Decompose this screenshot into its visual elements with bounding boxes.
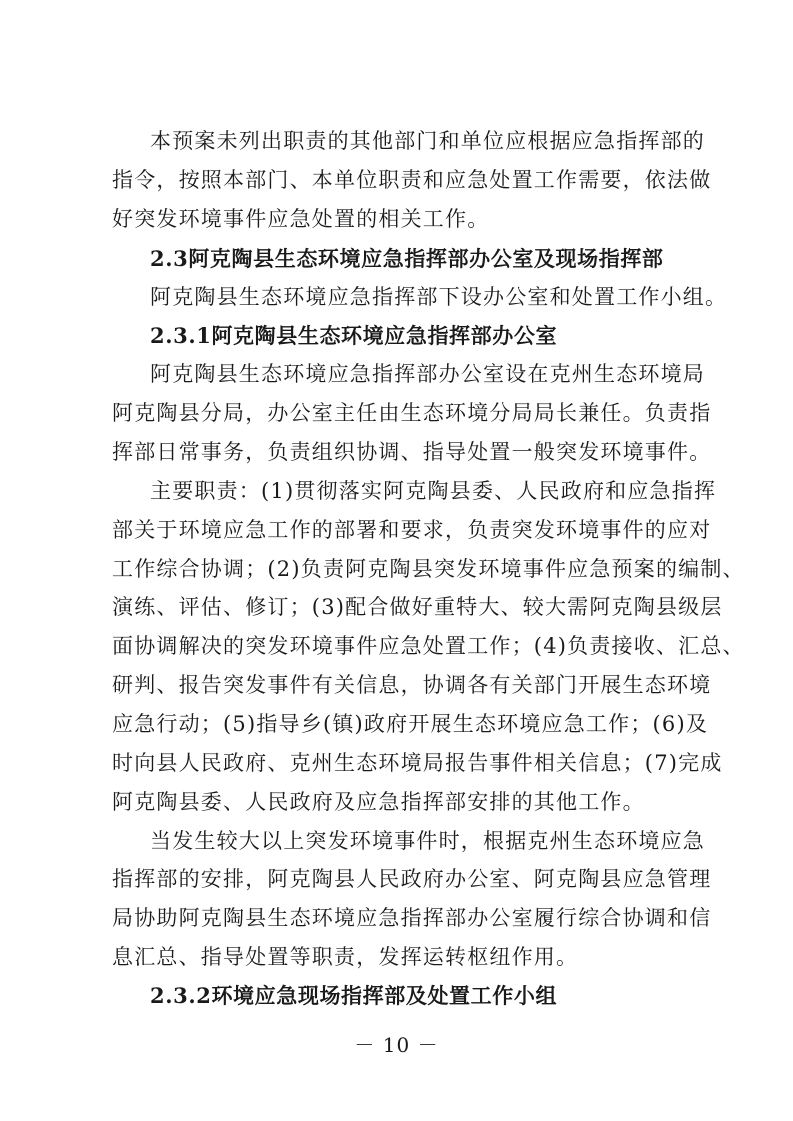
- paragraph-line: 本预案未列出职责的其他部门和单位应根据应急指挥部的: [150, 129, 705, 153]
- paragraph-line: 阿克陶县生态环境应急指挥部办公室设在克州生态环境局: [150, 362, 705, 386]
- page-number: － 10 －: [354, 1033, 439, 1057]
- paragraph-line: 工作综合协调；(2)负责阿克陶县突发环境事件应急预案的编制、: [112, 557, 745, 581]
- paragraph-line: 面协调解决的突发环境事件应急处置工作；(4)负责接收、汇总、: [112, 634, 745, 658]
- paragraph-line: 应急行动；(5)指导乡(镇)政府开展生态环境应急工作；(6)及: [112, 712, 709, 736]
- paragraph-line: 挥部日常事务，负责组织协调、指导处置一般突发环境事件。: [112, 440, 712, 464]
- paragraph-line: 指令，按照本部门、本单位职责和应急处置工作需要，依法做: [112, 168, 712, 192]
- paragraph-line: 时向县人民政府、克州生态环境局报告事件相关信息；(7)完成: [112, 751, 723, 775]
- paragraph-line: 当发生较大以上突发环境事件时，根据克州生态环境应急: [150, 829, 705, 853]
- paragraph-line: 阿克陶县生态环境应急指挥部下设办公室和处置工作小组。: [150, 285, 728, 309]
- paragraph-line: 演练、评估、修订；(3)配合做好重特大、较大需阿克陶县级层: [112, 595, 723, 619]
- paragraph-line: 阿克陶县分局，办公室主任由生态环境分局局长兼任。负责指: [112, 401, 712, 425]
- paragraph-line: 好突发环境事件应急处置的相关工作。: [112, 207, 490, 231]
- paragraph-line: 主要职责：(1)贯彻落实阿克陶县委、人民政府和应急指挥: [150, 479, 717, 503]
- section-heading: 2.3.2环境应急现场指挥部及处置工作小组: [150, 983, 558, 1008]
- paragraph-line: 指挥部的安排，阿克陶县人民政府办公室、阿克陶县应急管理: [112, 867, 712, 891]
- paragraph-line: 息汇总、指导处置等职责，发挥运转枢纽作用。: [112, 945, 579, 969]
- paragraph-line: 研判、报告突发事件有关信息，协调各有关部门开展生态环境: [112, 673, 712, 697]
- section-heading: 2.3.1阿克陶县生态环境应急指挥部办公室: [150, 323, 558, 348]
- paragraph-line: 部关于环境应急工作的部署和要求，负责突发环境事件的应对: [112, 518, 712, 542]
- paragraph-line: 阿克陶县委、人民政府及应急指挥部安排的其他工作。: [112, 790, 645, 814]
- section-heading: 2.3阿克陶县生态环境应急指挥部办公室及现场指挥部: [150, 246, 664, 271]
- paragraph-line: 局协助阿克陶县生态环境应急指挥部办公室履行综合协调和信: [112, 906, 712, 930]
